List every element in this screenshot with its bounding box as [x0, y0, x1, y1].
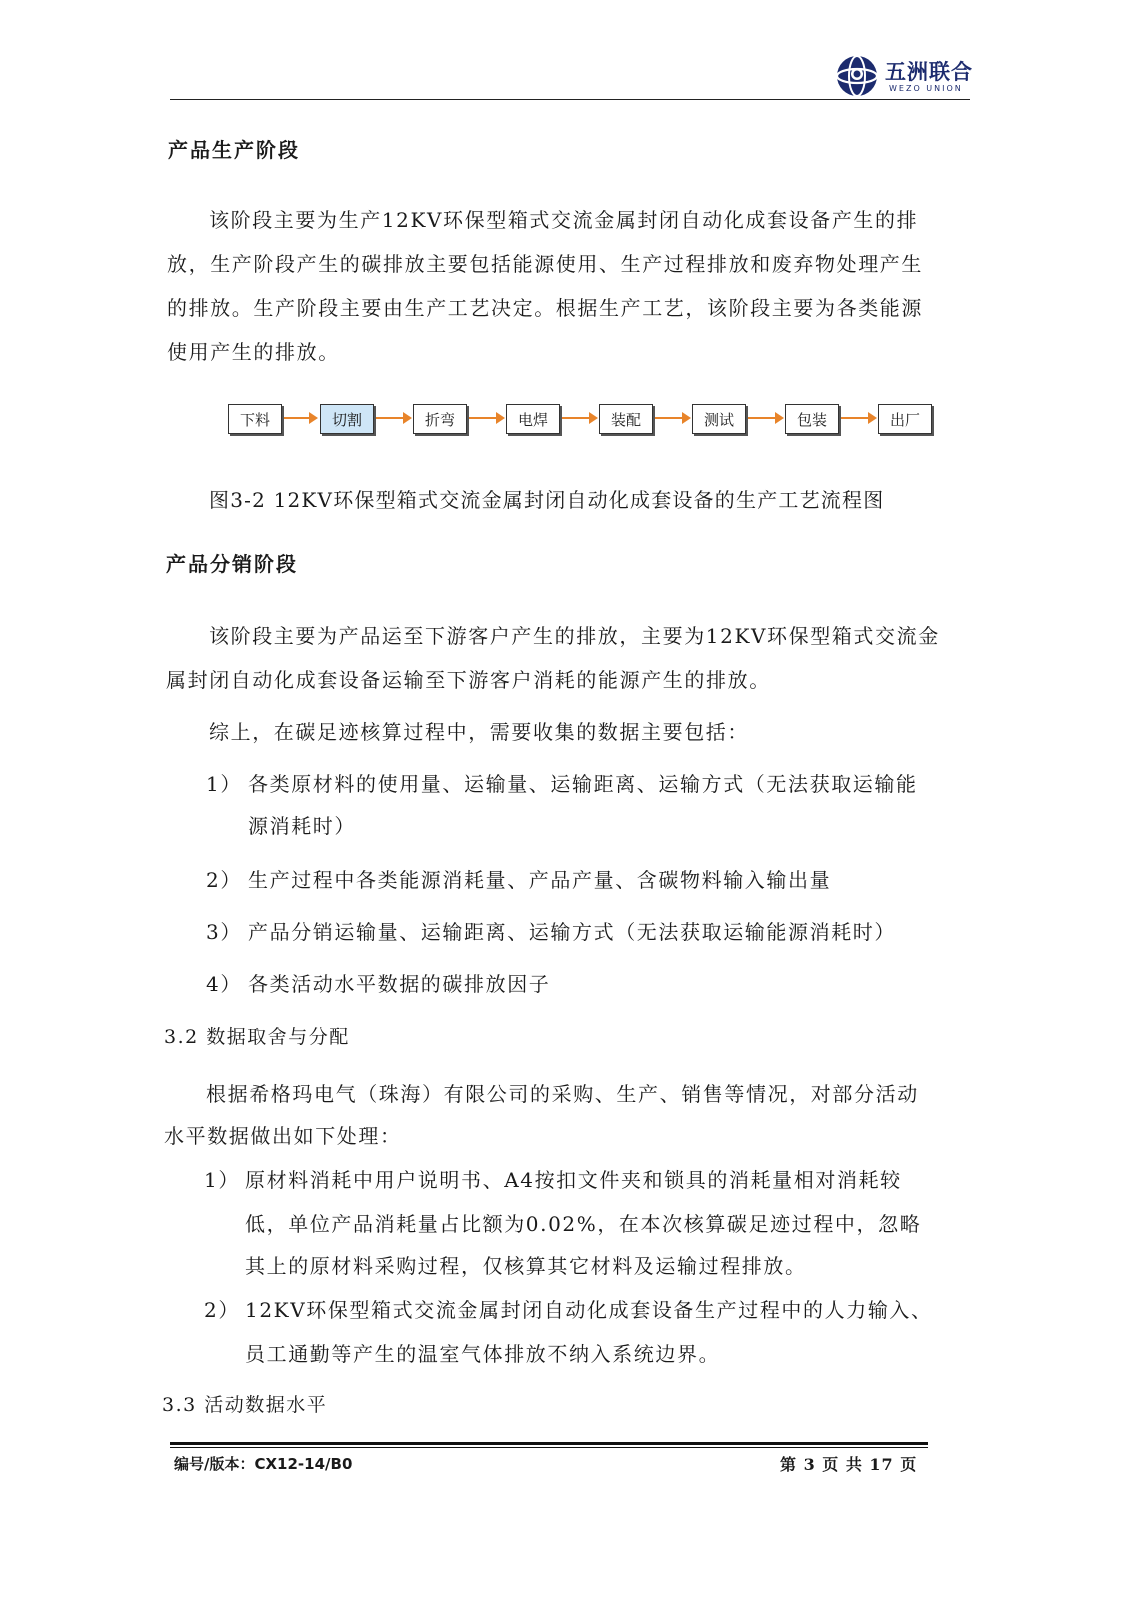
flow-arrow: [376, 417, 410, 419]
company-logo: [835, 52, 973, 102]
list-number: 4）: [206, 972, 242, 996]
flow-step-shipment: 出厂: [878, 404, 932, 434]
flow-arrow: [469, 417, 503, 419]
flow-step-cutting: 切割: [320, 404, 374, 434]
paragraph-line: 的排放。生产阶段主要由生产工艺决定。根据生产工艺，该阶段主要为各类能源: [167, 296, 923, 320]
flow-step-bending: 折弯: [413, 404, 467, 434]
paragraph-line: 属封闭自动化成套设备运输至下游客户消耗的能源产生的排放。: [166, 668, 771, 692]
globe-lion-logo-icon: [835, 52, 879, 100]
logo-text: 五洲联合: [885, 60, 973, 84]
flow-step-testing: 测试: [692, 404, 746, 434]
paragraph-line: 放，生产阶段产生的碳排放主要包括能源使用、生产过程排放和废弃物处理产生: [167, 252, 923, 276]
list-item-text: 生产过程中各类能源消耗量、产品产量、含碳物料输入输出量: [248, 868, 832, 892]
list-number: 2）: [204, 1298, 240, 1322]
flow-arrow: [841, 417, 875, 419]
page-number: 第 3 页 共 17 页: [780, 1455, 918, 1474]
summary-line: 综上，在碳足迹核算过程中，需要收集的数据主要包括：: [209, 720, 749, 744]
paragraph-line: 该阶段主要为产品运至下游客户产生的排放，主要为12KV环保型箱式交流金: [209, 624, 940, 648]
section-heading-3-3: 3.3 活动数据水平: [162, 1394, 328, 1416]
footer-divider-thin: [170, 1447, 928, 1448]
footer-divider: [170, 1442, 928, 1445]
flow-step-packaging: 包装: [785, 404, 839, 434]
flow-step-assembly: 装配: [599, 404, 653, 434]
list-number: 1）: [206, 772, 242, 796]
list-item-text: 低，单位产品消耗量占比额为0.02%，在本次核算碳足迹过程中，忽略: [245, 1212, 922, 1236]
list-item-text: 各类活动水平数据的碳排放因子: [248, 972, 551, 996]
list-number: 3）: [206, 920, 242, 944]
flow-arrow: [748, 417, 782, 419]
flow-step-cutting-material: 下料: [228, 404, 282, 434]
list-item-text: 其上的原材料采购过程，仅核算其它材料及运输过程排放。: [245, 1254, 807, 1278]
production-flowchart: [228, 404, 948, 438]
list-item-text: 原材料消耗中用户说明书、A4按扣文件夹和锁具的消耗量相对消耗较: [245, 1168, 902, 1192]
list-item-text: 各类原材料的使用量、运输量、运输距离、运输方式（无法获取运输能: [248, 772, 918, 796]
figure-caption: 图3-2 12KV环保型箱式交流金属封闭自动化成套设备的生产工艺流程图: [209, 488, 885, 512]
list-item-text: 产品分销运输量、运输距离、运输方式（无法获取运输能源消耗时）: [248, 920, 896, 944]
list-number: 1）: [204, 1168, 240, 1192]
paragraph-line: 该阶段主要为生产12KV环保型箱式交流金属封闭自动化成套设备产生的排: [209, 208, 919, 232]
flow-arrow: [655, 417, 689, 419]
section-heading-distribution: 产品分销阶段: [166, 552, 298, 576]
doc-version-number: 编号/版本：CX12-14/B0: [174, 1455, 353, 1473]
list-item-text: 12KV环保型箱式交流金属封闭自动化成套设备生产过程中的人力输入、: [245, 1298, 933, 1322]
logo-subtext: WEZO UNION: [889, 84, 963, 93]
paragraph-line: 根据希格玛电气（珠海）有限公司的采购、生产、销售等情况，对部分活动: [206, 1082, 919, 1106]
section-heading-3-2: 3.2 数据取舍与分配: [164, 1026, 350, 1048]
list-item-text: 员工通勤等产生的温室气体排放不纳入系统边界。: [245, 1342, 721, 1366]
flow-arrow: [562, 417, 596, 419]
flow-arrow: [284, 417, 316, 419]
section-heading-production: 产品生产阶段: [168, 138, 300, 162]
paragraph-line: 水平数据做出如下处理：: [164, 1124, 402, 1148]
list-item-text: 源消耗时）: [248, 814, 356, 838]
list-number: 2）: [206, 868, 242, 892]
header-divider: [170, 99, 970, 100]
paragraph-line: 使用产生的排放。: [167, 340, 340, 364]
flow-step-welding: 电焊: [506, 404, 560, 434]
